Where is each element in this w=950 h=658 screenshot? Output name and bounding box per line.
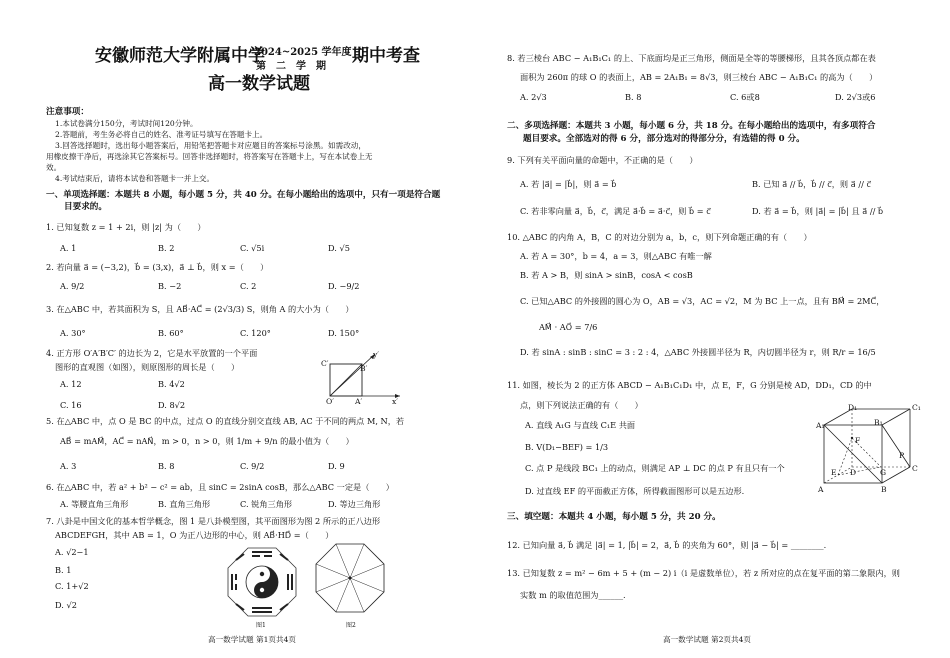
option-d: D. 过直线 EF 的平面截正方体，所得截面图形可以是五边形. (525, 486, 745, 496)
option-d: D. 2√3或6 (835, 92, 876, 102)
question-6-stem: 6. 在△ABC 中，若 a² + b² − c² = ab，且 sinC = 2sinA cosB，那么△ABC 一定是（ ） (46, 482, 394, 492)
option-a: A. √2−1 (55, 547, 89, 557)
option-b: B. 2 (158, 243, 175, 253)
option-a: A. 30° (60, 328, 86, 338)
q4-label-o: O′ (326, 397, 334, 406)
school-name: 安徽师范大学附属中学 (95, 46, 265, 65)
option-c: C. 已知△ABC 的外接圆的圆心为 O，AB = √3，AC = √2，M 为 BC 上一点，且有 BM⃗ = 2MC⃗， (520, 296, 885, 306)
option-c: C. 9/2 (240, 461, 265, 471)
page-1-footer: 高一数学试题 第1页共4页 (208, 635, 297, 644)
q4-label-b: B′ (360, 364, 368, 373)
section-1-title: 一、单项选择题：本题共 8 小题，每小题 5 分，共 40 分。在每小题给出的选项中，只有一项是符合题 (46, 190, 441, 200)
cube-label-c1: C₁ (912, 403, 921, 412)
section-3-title: 三、填空题：本题共 4 小题，每小题 5 分，共 20 分。 (507, 512, 721, 522)
notice-line: 3.回答选择题时，选出每小题答案后，用铅笔把答题卡对应题目的答案标号涂黑。如需改动， (55, 141, 366, 150)
figure-2-caption: 图2 (346, 622, 356, 629)
option-d: D. 若 a⃗ = b⃗，则 |a⃗| = |b⃗| 且 a⃗ // b⃗ (752, 206, 884, 216)
question-9-stem: 9. 下列有关平面向量的命题中，不正确的是（ ） (507, 155, 698, 165)
notice-line: 效。 (46, 163, 62, 172)
option-d: D. 8√2 (158, 400, 186, 410)
option-a: A. 等腰直角三角形 (60, 499, 129, 509)
question-2-stem: 2. 若向量 a⃗ = (−3,2)，b⃗ = (3,x)，a⃗ ⊥ b⃗，则 x =（ ） (46, 262, 269, 272)
option-a: A. 若 A = 30°，b = 4，a = 3，则△ABC 有唯一解 (520, 251, 712, 261)
option-b: B. 8 (158, 461, 175, 471)
option-a: A. 9/2 (60, 281, 85, 291)
option-d: D. 150° (328, 328, 360, 338)
notice-line: 4.考试结束后，请将本试卷和答题卡一并上交。 (55, 174, 215, 183)
option-b: B. 已知 a⃗ // b⃗，b⃗ // c⃗，则 a⃗ // c⃗ (752, 179, 871, 189)
question-8-stem: 8. 若三棱台 ABC − A₁B₁C₁ 的上、下底面均是正三角形，侧面是全等的等腰梯形，且其各顶点都在表 (507, 53, 876, 63)
question-4-stem: 4. 正方形 O′A′B′C′ 的边长为 2，它是水平放置的一个平面 (46, 348, 258, 358)
q4-label-y: y′ (373, 350, 380, 359)
option-a: A. 3 (60, 461, 77, 471)
option-b: B. 60° (158, 328, 184, 338)
option-b: B. 直角三角形 (158, 499, 211, 509)
option-c: C. 点 P 是线段 BC₁ 上的动点，则满足 AP ⊥ DC 的点 P 有且只有一个 (525, 463, 785, 473)
question-1-stem: 1. 已知复数 z = 1 + 2i，则 |z| 为（ ） (46, 222, 206, 232)
option-c: C. 16 (60, 400, 82, 410)
octagon-figure (310, 540, 390, 618)
option-c: C. 锐角三角形 (240, 499, 293, 509)
exam-subject: 高一数学试题 (208, 74, 310, 93)
notice-line: 1.本试卷满分150分，考试时间120分钟。 (55, 119, 198, 128)
option-b: B. 8 (625, 92, 642, 102)
option-c: C. 若非零向量 a⃗，b⃗，c⃗，满足 a⃗·b⃗ = a⃗·c⃗，则 b⃗ = c⃗ (520, 206, 711, 216)
question-7-stem-cont: ABCDEFGH，其中 AB = 1，O 为正八边形的中心，则 AB⃗·HD⃗ =（ ） (55, 530, 334, 540)
notice-line: 2.答题前，考生务必将自己的姓名、准考证号填写在答题卡上。 (55, 130, 268, 139)
question-5-stem: 5. 在△ABC 中，点 O 是 BC 的中点，过点 O 的直线分别交直线 AB, AC 于不同的两点 M, N，若 (46, 416, 405, 426)
question-11-stem-cont: 点，则下列说法正确的有（ ） (520, 400, 643, 410)
option-c: C. 120° (240, 328, 271, 338)
option-a: A. 直线 A₁G 与直线 C₁E 共面 (525, 420, 636, 430)
option-c-cont: AM⃗ · AO⃗ = 7/6 (539, 322, 598, 332)
cube-figure (818, 403, 918, 495)
option-d: D. √2 (55, 600, 77, 610)
question-8-stem-cont: 面积为 260π 的球 O 的表面上，AB = 2A₁B₁ = 8√3，则三棱台 ABC − A₁B₁C₁ 的高为（ ） (520, 72, 878, 82)
question-13: 13. 已知复数 z = m² − 6m + 5 + (m − 2) i（i 是虚数单位），若 z 所对应的点在复平面的第二象限内，则 (507, 568, 900, 578)
option-d: D. 9 (328, 461, 345, 471)
page-2-footer: 高一数学试题 第2页共4页 (663, 635, 752, 644)
school-year: 2024~2025 学年度 (254, 47, 352, 58)
question-3-stem: 3. 在△ABC 中，若其面积为 S，且 AB⃗·AC⃗ = (2√3/3) S，则角 A 的大小为（ ） (46, 304, 354, 314)
option-a: A. 若 |a⃗| = |b⃗|，则 a⃗ = b⃗ (520, 179, 617, 189)
option-a: A. 2√3 (520, 92, 547, 102)
option-c: C. 1+√2 (55, 581, 89, 591)
option-c: C. 6或8 (730, 92, 760, 102)
option-b: B. 4√2 (158, 379, 185, 389)
exam-name: 期中考查 (352, 46, 420, 65)
option-a: A. 1 (60, 243, 77, 253)
section-2-title: 二、多项选择题：本题共 3 小题，每小题 6 分，共 18 分。在每小题给出的选项中，有多项符合 (507, 121, 876, 131)
option-d: D. 若 sinA : sinB : sinC = 3 : 2 : 4，△ABC 外接圆半径为 R，内切圆半径为 r，则 R/r = 16/5 (520, 347, 876, 357)
q4-label-c: C′ (321, 359, 329, 368)
question-11-stem: 11. 如图，棱长为 2 的正方体 ABCD − A₁B₁C₁D₁ 中，点 E，F，G 分别是棱 AD，DD₁，CD 的中 (507, 380, 872, 390)
question-7-stem: 7. 八卦是中国文化的基本哲学概念，图 1 是八卦模型图，其平面图形为图 2 所示的正八边形 (46, 516, 381, 526)
option-d: D. 等边三角形 (328, 499, 381, 509)
option-c: C. 2 (240, 281, 257, 291)
notice-title: 注意事项： (46, 107, 89, 117)
school-term: 第 二 学 期 (256, 61, 326, 72)
option-a: A. 12 (60, 379, 82, 389)
cube-label-a: A (818, 485, 824, 494)
option-b: B. V(D₁−BEF) = 1/3 (525, 442, 609, 452)
exam-page-2 (475, 0, 950, 658)
cube-label-b: B (881, 485, 887, 494)
q4-label-a: A′ (355, 397, 363, 406)
option-b: B. 1 (55, 565, 72, 575)
notice-line: 用橡皮擦干净后，再选涂其它答案标号。回答非选择题时，将答案写在答题卡上，写在本试卷上无 (46, 152, 373, 161)
cube-label-d1: D₁ (848, 403, 858, 412)
question-4-stem-cont: 图形的直观图（如图），则原图形的周长是（ ） (55, 362, 240, 372)
figure-1-caption: 图1 (256, 622, 266, 629)
cube-label-p: P (899, 451, 905, 460)
section-1-title-cont: 目要求的。 (64, 202, 107, 212)
cube-label-d: D (850, 468, 857, 477)
q4-label-x: x′ (392, 397, 399, 406)
option-b: B. 若 A > B，则 sinA > sinB，cosA < cosB (520, 270, 693, 280)
cube-label-a1: A₁ (816, 421, 825, 430)
cube-label-f: F (855, 436, 861, 445)
question-12: 12. 已知向量 a⃗, b⃗ 满足 |a⃗| = 1, |b⃗| = 2，a⃗, b⃗ 的夹角为 60°，则 |a⃗ − b⃗| = ________. (507, 540, 827, 550)
option-d: D. −9/2 (328, 281, 360, 291)
section-2-title-cont: 题目要求。全部选对的得 6 分，部分选对的得部分分，有选错的得 0 分。 (523, 134, 805, 144)
cube-label-c: C (912, 464, 918, 473)
option-d: D. √5 (328, 243, 350, 253)
question-5-stem-cont: AB⃗ = mAM⃗，AC⃗ = nAN⃗，m > 0，n > 0，则 1/m + 9/n 的最小值为（ ） (60, 436, 354, 446)
question-10-stem: 10. △ABC 的内角 A，B，C 的对边分别为 a，b，c，则下列命题正确的有（ ） (507, 232, 812, 242)
cube-label-b1: B₁ (874, 418, 883, 427)
option-b: B. −2 (158, 281, 182, 291)
cube-label-g: G (880, 468, 887, 477)
bagua-icon (222, 546, 302, 618)
option-c: C. √5i (240, 243, 265, 253)
cube-label-e: E (831, 468, 837, 477)
question-13-cont: 实数 m 的取值范围为______. (520, 590, 626, 600)
